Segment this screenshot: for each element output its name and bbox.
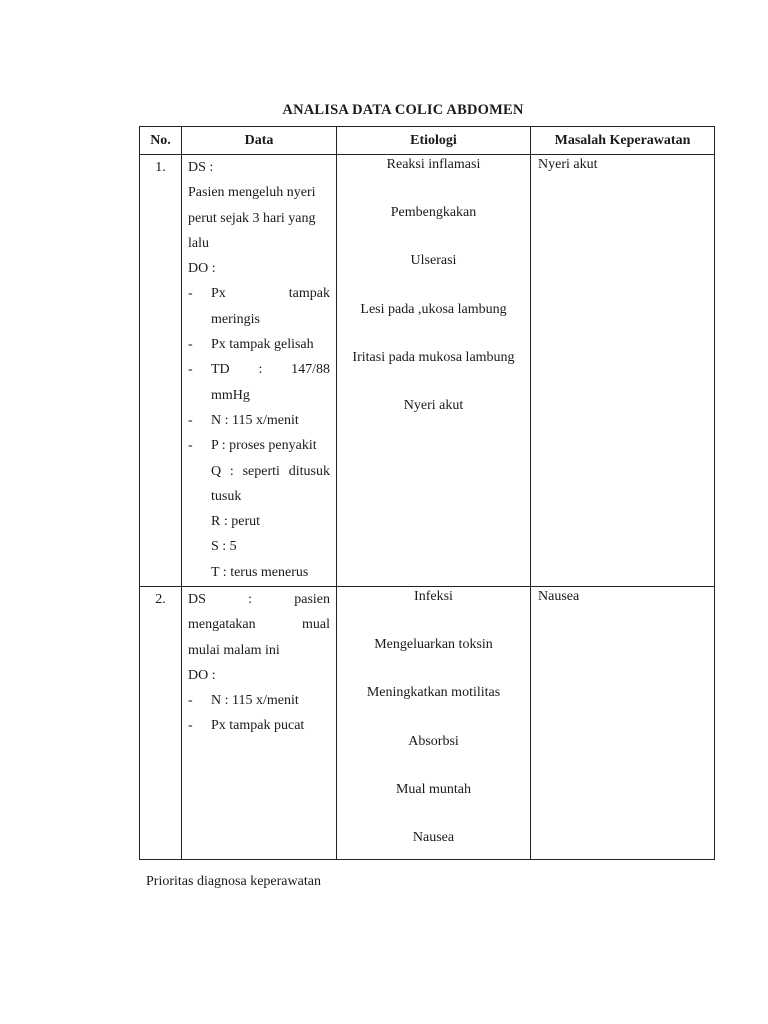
data-cell <box>182 155 337 587</box>
etiologi-cell <box>337 587 531 860</box>
etiologi-item: Reaksi inflamasi <box>386 157 481 172</box>
list-item-text: S : 5 <box>211 539 237 555</box>
list-item-text: P : proses penyakit <box>211 438 317 454</box>
ds-text: pasien <box>294 592 330 607</box>
list-item-text: mmHg <box>211 387 250 403</box>
list-item <box>188 408 330 433</box>
ds-label: DS <box>188 592 206 607</box>
list-item <box>188 688 330 713</box>
list-item <box>188 357 330 408</box>
masalah-text: Nausea <box>538 589 580 604</box>
ds-text: Pasien mengeluh nyeri <box>188 185 316 201</box>
list-item-text: : <box>229 463 234 479</box>
do-label: DO : <box>188 667 216 683</box>
list-item-text: tampak <box>288 286 330 302</box>
bullet-dash: - <box>188 718 193 734</box>
ds-text: mual <box>302 617 330 633</box>
etiologi-item: Absorbsi <box>408 733 459 749</box>
list-item-text: R : perut <box>211 514 260 530</box>
do-label: DO : <box>188 261 216 277</box>
etiologi-item: Meningkatkan motilitas <box>366 685 501 701</box>
etiologi-item: Lesi pada ,ukosa lambung <box>360 301 507 317</box>
list-item <box>188 332 330 357</box>
list-item-text: Px <box>211 286 226 302</box>
list-item-text: N : 115 x/menit <box>211 412 299 428</box>
etiologi-item: Infeksi <box>414 589 453 604</box>
bullet-dash: - <box>188 693 193 709</box>
ds-text: mengatakan <box>188 617 256 633</box>
table-row <box>140 587 715 860</box>
bullet-dash: - <box>188 286 193 302</box>
header-masalah: Masalah Keperawatan <box>531 127 715 155</box>
ds-text: perut sejak 3 hari yang <box>188 210 316 226</box>
header-no: No. <box>140 127 182 155</box>
list-item-text: Px tampak pucat <box>211 718 305 734</box>
etiologi-item: Pembengkakan <box>390 205 477 221</box>
list-item <box>188 433 330 585</box>
bullet-dash: - <box>188 362 193 378</box>
bullet-dash: - <box>188 412 193 428</box>
masalah-cell <box>531 587 715 860</box>
list-item-text: ditusuk <box>288 463 330 479</box>
data-cell <box>182 587 337 860</box>
row-number: 1. <box>140 155 182 587</box>
analysis-table <box>139 126 715 860</box>
list-item-text: 147/88 <box>291 362 330 378</box>
row-number: 2. <box>140 587 182 860</box>
list-item-text: TD <box>211 362 230 378</box>
etiologi-item: Iritasi pada mukosa lambung <box>352 349 515 365</box>
etiologi-item: Mengeluarkan toksin <box>374 637 493 653</box>
list-item-text: T : terus menerus <box>211 564 309 580</box>
list-item <box>188 713 330 738</box>
list-item-text: seperti <box>242 463 280 479</box>
bullet-dash: - <box>188 438 193 454</box>
table-row <box>140 155 715 587</box>
list-item-text: N : 115 x/menit <box>211 693 299 709</box>
ds-text: : <box>248 592 253 607</box>
masalah-text: Nyeri akut <box>538 157 598 172</box>
etiologi-item: Ulserasi <box>410 253 457 269</box>
etiologi-item: Nyeri akut <box>403 397 464 413</box>
list-item-text: : <box>258 362 263 378</box>
bullet-dash: - <box>188 337 193 353</box>
etiologi-item: Nausea <box>412 829 455 845</box>
list-item-text: tusuk <box>211 488 242 504</box>
list-item <box>188 281 330 332</box>
table-header-row <box>140 127 715 155</box>
ds-text: lalu <box>188 235 209 251</box>
etiologi-cell <box>337 155 531 587</box>
masalah-cell <box>531 155 715 587</box>
list-item-text: Q <box>211 463 222 479</box>
list-item-text: meringis <box>211 311 260 327</box>
header-data: Data <box>182 127 337 155</box>
list-item-text: Px tampak gelisah <box>211 337 314 353</box>
ds-text: mulai malam ini <box>188 642 280 658</box>
ds-label: DS : <box>188 160 214 175</box>
document-title: ANALISA DATA COLIC ABDOMEN <box>282 102 524 118</box>
etiologi-item: Mual muntah <box>395 781 472 797</box>
footer-text: Prioritas diagnosa keperawatan <box>146 874 321 889</box>
header-etiologi: Etiologi <box>337 127 531 155</box>
